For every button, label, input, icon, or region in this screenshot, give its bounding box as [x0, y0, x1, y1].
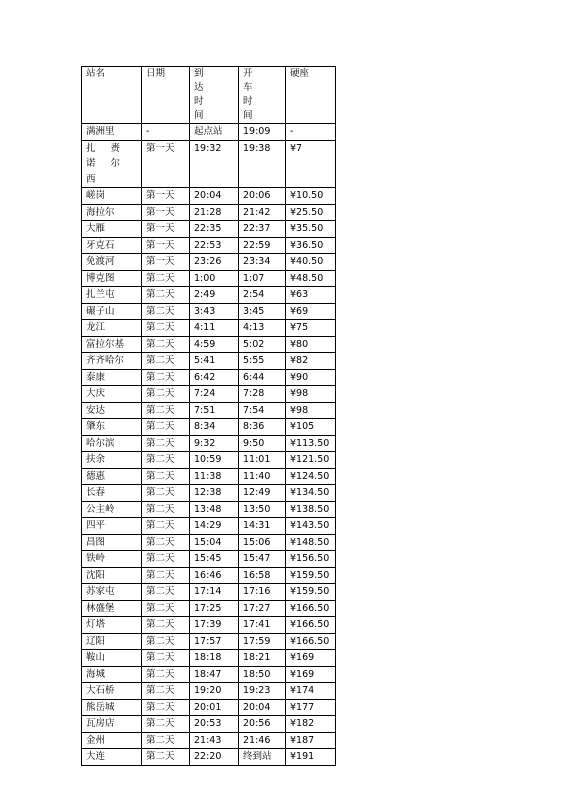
- cell-station: 熊岳城: [82, 699, 142, 716]
- cell-hard-seat-fare: ¥166.50: [286, 600, 336, 617]
- table-row: [82, 452, 336, 469]
- cell-date: -: [142, 124, 190, 141]
- table-row: [82, 551, 336, 568]
- cell-date: 第二天: [142, 435, 190, 452]
- cell-arrive-time: 4:59: [190, 336, 239, 353]
- cell-hard-seat-fare: ¥124.50: [286, 468, 336, 485]
- cell-date: 第二天: [142, 633, 190, 650]
- cell-station: 满洲里: [82, 124, 142, 141]
- cell-arrive-time: 10:59: [190, 452, 239, 469]
- cell-hard-seat-fare: ¥169: [286, 666, 336, 683]
- cell-depart-time: 19:23: [239, 683, 286, 700]
- cell-station: 海城: [82, 666, 142, 683]
- cell-depart-time: 12:49: [239, 485, 286, 502]
- cell-depart-time: 17:27: [239, 600, 286, 617]
- cell-depart-time: 20:56: [239, 716, 286, 733]
- cell-hard-seat-fare: ¥159.50: [286, 567, 336, 584]
- table-row: [82, 567, 336, 584]
- cell-station: 免渡河: [82, 254, 142, 271]
- table-row: [82, 188, 336, 205]
- cell-arrive-time: 12:38: [190, 485, 239, 502]
- cell-depart-time: 19:09: [239, 124, 286, 141]
- cell-station: 博克图: [82, 270, 142, 287]
- cell-hard-seat-fare: ¥159.50: [286, 584, 336, 601]
- cell-hard-seat-fare: ¥90: [286, 369, 336, 386]
- table-row: [82, 633, 336, 650]
- cell-hard-seat-fare: ¥113.50: [286, 435, 336, 452]
- cell-date: 第二天: [142, 650, 190, 667]
- cell-date: 第一天: [142, 188, 190, 205]
- cell-hard-seat-fare: ¥187: [286, 732, 336, 749]
- cell-station: 肇东: [82, 419, 142, 436]
- cell-arrive-time: 4:11: [190, 320, 239, 337]
- cell-date: 第二天: [142, 468, 190, 485]
- cell-station: 鞍山: [82, 650, 142, 667]
- cell-depart-time: 6:44: [239, 369, 286, 386]
- cell-arrive-time: 19:32: [190, 140, 239, 188]
- cell-station: 昌图: [82, 534, 142, 551]
- header-depart-time: 开 车 时 间: [239, 67, 286, 124]
- table-row: [82, 617, 336, 634]
- cell-hard-seat-fare: ¥75: [286, 320, 336, 337]
- cell-depart-time: 17:16: [239, 584, 286, 601]
- cell-date: 第二天: [142, 369, 190, 386]
- cell-station: 碾子山: [82, 303, 142, 320]
- cell-date: 第二天: [142, 353, 190, 370]
- cell-station: 泰康: [82, 369, 142, 386]
- cell-arrive-time: 22:20: [190, 749, 239, 766]
- cell-station: 扶余: [82, 452, 142, 469]
- table-row: [82, 699, 336, 716]
- header-arrive-time: 到 达 时 间: [190, 67, 239, 124]
- table-row: [82, 386, 336, 403]
- cell-hard-seat-fare: ¥7: [286, 140, 336, 188]
- table-row: [82, 270, 336, 287]
- cell-arrive-time: 8:34: [190, 419, 239, 436]
- cell-depart-time: 5:55: [239, 353, 286, 370]
- cell-arrive-time: 15:04: [190, 534, 239, 551]
- table-row: [82, 749, 336, 766]
- cell-arrive-time: 17:14: [190, 584, 239, 601]
- cell-depart-time: 15:47: [239, 551, 286, 568]
- cell-arrive-time: 2:49: [190, 287, 239, 304]
- cell-station: 四平: [82, 518, 142, 535]
- table-row: [82, 650, 336, 667]
- cell-station: 沈阳: [82, 567, 142, 584]
- cell-date: 第二天: [142, 452, 190, 469]
- cell-depart-time: 14:31: [239, 518, 286, 535]
- table-row: [82, 140, 336, 188]
- cell-date: 第二天: [142, 600, 190, 617]
- table-row: [82, 353, 336, 370]
- cell-station: 哈尔滨: [82, 435, 142, 452]
- timetable-header: [82, 67, 336, 124]
- cell-station: 大雁: [82, 221, 142, 238]
- cell-station: 辽阳: [82, 633, 142, 650]
- table-row: [82, 369, 336, 386]
- cell-depart-time: 1:07: [239, 270, 286, 287]
- table-row: [82, 124, 336, 141]
- cell-station: 扎 赉 诺 尔 西: [82, 140, 142, 188]
- cell-date: 第二天: [142, 287, 190, 304]
- table-row: [82, 303, 336, 320]
- cell-station: 林盛堡: [82, 600, 142, 617]
- cell-date: 第二天: [142, 584, 190, 601]
- cell-arrive-time: 22:35: [190, 221, 239, 238]
- cell-depart-time: 16:58: [239, 567, 286, 584]
- cell-hard-seat-fare: ¥40.50: [286, 254, 336, 271]
- cell-station: 牙克石: [82, 237, 142, 254]
- header-hard-seat-fare: 硬座: [286, 67, 336, 124]
- cell-station: 长春: [82, 485, 142, 502]
- cell-date: 第二天: [142, 419, 190, 436]
- cell-date: 第二天: [142, 567, 190, 584]
- cell-date: 第二天: [142, 518, 190, 535]
- cell-depart-time: 5:02: [239, 336, 286, 353]
- cell-station: 灯塔: [82, 617, 142, 634]
- cell-date: 第二天: [142, 402, 190, 419]
- cell-date: 第二天: [142, 485, 190, 502]
- cell-date: 第二天: [142, 699, 190, 716]
- cell-arrive-time: 22:53: [190, 237, 239, 254]
- timetable-body: [82, 124, 336, 766]
- cell-arrive-time: 13:48: [190, 501, 239, 518]
- header-row: [82, 67, 336, 124]
- cell-station: 龙江: [82, 320, 142, 337]
- cell-date: 第一天: [142, 254, 190, 271]
- cell-station: 扎兰屯: [82, 287, 142, 304]
- cell-depart-time: 23:34: [239, 254, 286, 271]
- cell-arrive-time: 20:53: [190, 716, 239, 733]
- cell-hard-seat-fare: ¥174: [286, 683, 336, 700]
- cell-depart-time: 19:38: [239, 140, 286, 188]
- cell-date: 第一天: [142, 237, 190, 254]
- cell-arrive-time: 20:04: [190, 188, 239, 205]
- cell-date: 第二天: [142, 749, 190, 766]
- cell-date: 第二天: [142, 617, 190, 634]
- cell-date: 第二天: [142, 320, 190, 337]
- cell-date: 第二天: [142, 732, 190, 749]
- cell-depart-time: 17:41: [239, 617, 286, 634]
- cell-hard-seat-fare: ¥143.50: [286, 518, 336, 535]
- table-row: [82, 501, 336, 518]
- cell-depart-time: 22:59: [239, 237, 286, 254]
- cell-hard-seat-fare: ¥48.50: [286, 270, 336, 287]
- cell-depart-time: 7:54: [239, 402, 286, 419]
- cell-date: 第二天: [142, 716, 190, 733]
- cell-hard-seat-fare: ¥35.50: [286, 221, 336, 238]
- cell-date: 第二天: [142, 551, 190, 568]
- cell-arrive-time: 19:20: [190, 683, 239, 700]
- cell-station: 瓦房店: [82, 716, 142, 733]
- cell-date: 第二天: [142, 270, 190, 287]
- header-date: 日期: [142, 67, 190, 124]
- cell-hard-seat-fare: ¥63: [286, 287, 336, 304]
- cell-arrive-time: 18:18: [190, 650, 239, 667]
- table-row: [82, 518, 336, 535]
- cell-depart-time: 7:28: [239, 386, 286, 403]
- cell-arrive-time: 18:47: [190, 666, 239, 683]
- cell-depart-time: 11:01: [239, 452, 286, 469]
- cell-date: 第二天: [142, 666, 190, 683]
- cell-arrive-time: 起点站: [190, 124, 239, 141]
- cell-station: 嵯岗: [82, 188, 142, 205]
- cell-depart-time: 4:13: [239, 320, 286, 337]
- cell-hard-seat-fare: ¥98: [286, 402, 336, 419]
- cell-hard-seat-fare: ¥169: [286, 650, 336, 667]
- cell-hard-seat-fare: ¥36.50: [286, 237, 336, 254]
- cell-hard-seat-fare: -: [286, 124, 336, 141]
- cell-arrive-time: 7:24: [190, 386, 239, 403]
- cell-arrive-time: 11:38: [190, 468, 239, 485]
- cell-depart-time: 15:06: [239, 534, 286, 551]
- cell-station: 铁岭: [82, 551, 142, 568]
- table-row: [82, 584, 336, 601]
- cell-arrive-time: 3:43: [190, 303, 239, 320]
- cell-hard-seat-fare: ¥80: [286, 336, 336, 353]
- cell-arrive-time: 17:57: [190, 633, 239, 650]
- table-row: [82, 732, 336, 749]
- table-row: [82, 716, 336, 733]
- cell-date: 第二天: [142, 683, 190, 700]
- table-row: [82, 600, 336, 617]
- cell-date: 第二天: [142, 501, 190, 518]
- cell-station: 大庆: [82, 386, 142, 403]
- table-row: [82, 419, 336, 436]
- cell-hard-seat-fare: ¥177: [286, 699, 336, 716]
- cell-date: 第一天: [142, 204, 190, 221]
- cell-station: 大石桥: [82, 683, 142, 700]
- cell-arrive-time: 14:29: [190, 518, 239, 535]
- table-row: [82, 204, 336, 221]
- table-row: [82, 402, 336, 419]
- cell-depart-time: 2:54: [239, 287, 286, 304]
- cell-arrive-time: 20:01: [190, 699, 239, 716]
- cell-station: 富拉尔基: [82, 336, 142, 353]
- cell-station: 德惠: [82, 468, 142, 485]
- cell-arrive-time: 17:39: [190, 617, 239, 634]
- cell-depart-time: 终到站: [239, 749, 286, 766]
- cell-station: 大连: [82, 749, 142, 766]
- table-row: [82, 237, 336, 254]
- table-row: [82, 485, 336, 502]
- cell-station: 金州: [82, 732, 142, 749]
- cell-date: 第一天: [142, 221, 190, 238]
- cell-date: 第二天: [142, 303, 190, 320]
- cell-arrive-time: 9:32: [190, 435, 239, 452]
- cell-hard-seat-fare: ¥191: [286, 749, 336, 766]
- cell-depart-time: 13:50: [239, 501, 286, 518]
- cell-depart-time: 8:36: [239, 419, 286, 436]
- cell-arrive-time: 1:00: [190, 270, 239, 287]
- cell-hard-seat-fare: ¥182: [286, 716, 336, 733]
- cell-hard-seat-fare: ¥98: [286, 386, 336, 403]
- cell-station: 苏家屯: [82, 584, 142, 601]
- cell-station: 公主岭: [82, 501, 142, 518]
- cell-date: 第二天: [142, 386, 190, 403]
- cell-depart-time: 22:37: [239, 221, 286, 238]
- table-row: [82, 287, 336, 304]
- table-row: [82, 254, 336, 271]
- cell-station: 安达: [82, 402, 142, 419]
- train-timetable: [81, 66, 336, 766]
- table-row: [82, 221, 336, 238]
- cell-depart-time: 21:46: [239, 732, 286, 749]
- cell-hard-seat-fare: ¥166.50: [286, 633, 336, 650]
- cell-depart-time: 11:40: [239, 468, 286, 485]
- cell-date: 第二天: [142, 336, 190, 353]
- cell-hard-seat-fare: ¥105: [286, 419, 336, 436]
- cell-date: 第一天: [142, 140, 190, 188]
- cell-arrive-time: 21:43: [190, 732, 239, 749]
- cell-depart-time: 20:04: [239, 699, 286, 716]
- cell-hard-seat-fare: ¥134.50: [286, 485, 336, 502]
- table-row: [82, 534, 336, 551]
- cell-station: 齐齐哈尔: [82, 353, 142, 370]
- table-row: [82, 666, 336, 683]
- cell-depart-time: 20:06: [239, 188, 286, 205]
- cell-date: 第二天: [142, 534, 190, 551]
- table-row: [82, 683, 336, 700]
- cell-arrive-time: 17:25: [190, 600, 239, 617]
- cell-hard-seat-fare: ¥121.50: [286, 452, 336, 469]
- cell-arrive-time: 21:28: [190, 204, 239, 221]
- cell-depart-time: 21:42: [239, 204, 286, 221]
- cell-hard-seat-fare: ¥10.50: [286, 188, 336, 205]
- cell-depart-time: 17:59: [239, 633, 286, 650]
- cell-arrive-time: 23:26: [190, 254, 239, 271]
- cell-arrive-time: 7:51: [190, 402, 239, 419]
- cell-depart-time: 3:45: [239, 303, 286, 320]
- cell-hard-seat-fare: ¥166.50: [286, 617, 336, 634]
- cell-arrive-time: 16:46: [190, 567, 239, 584]
- cell-hard-seat-fare: ¥148.50: [286, 534, 336, 551]
- cell-depart-time: 18:50: [239, 666, 286, 683]
- cell-hard-seat-fare: ¥82: [286, 353, 336, 370]
- table-row: [82, 435, 336, 452]
- cell-station: 海拉尔: [82, 204, 142, 221]
- cell-hard-seat-fare: ¥138.50: [286, 501, 336, 518]
- cell-hard-seat-fare: ¥25.50: [286, 204, 336, 221]
- table-row: [82, 468, 336, 485]
- cell-arrive-time: 6:42: [190, 369, 239, 386]
- table-row: [82, 320, 336, 337]
- cell-arrive-time: 5:41: [190, 353, 239, 370]
- cell-arrive-time: 15:45: [190, 551, 239, 568]
- cell-depart-time: 18:21: [239, 650, 286, 667]
- table-row: [82, 336, 336, 353]
- cell-hard-seat-fare: ¥156.50: [286, 551, 336, 568]
- cell-hard-seat-fare: ¥69: [286, 303, 336, 320]
- cell-depart-time: 9:50: [239, 435, 286, 452]
- header-station: 站名: [82, 67, 142, 124]
